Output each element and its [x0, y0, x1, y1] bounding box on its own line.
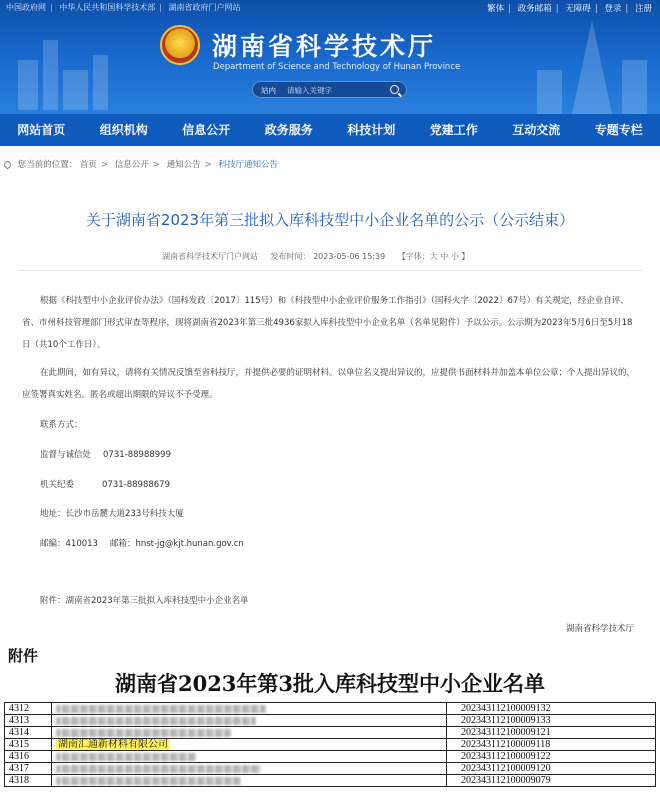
party-label: 机关纪委 — [40, 480, 75, 490]
table-row — [4, 727, 656, 739]
row-number: 4312 — [4, 703, 51, 714]
row-number: 4313 — [4, 715, 51, 726]
row-number: 4314 — [4, 727, 51, 738]
redacted-name — [56, 753, 196, 761]
nav-sci-plans[interactable]: 科技计划 — [347, 123, 396, 137]
contact-party — [40, 478, 170, 490]
row-number: 4318 — [4, 775, 51, 786]
table-row — [4, 739, 656, 751]
row-code: 202343112100009121 — [446, 727, 656, 738]
row-code: 202343112100009120 — [446, 763, 656, 774]
link-traditional[interactable]: 繁体 — [487, 4, 505, 14]
redacted-name — [56, 717, 256, 725]
nav-special-topics[interactable]: 专题专栏 — [594, 123, 643, 137]
site-header — [0, 0, 660, 114]
search-input[interactable]: 请输入关键字 — [287, 86, 332, 95]
row-company-name — [51, 775, 446, 786]
location-pin-icon — [3, 160, 13, 170]
email[interactable]: 邮箱：hnst-jg@kjt.hunan.gov.cn — [109, 539, 244, 549]
link-login[interactable]: 登录 — [604, 4, 622, 14]
breadcrumb-info[interactable]: 信息公开 — [114, 160, 149, 170]
supervision-label: 监督与诚信处 — [40, 450, 92, 460]
contact-address: 地址：长沙市岳麓大道233号科技大厦 — [40, 509, 184, 519]
link-register[interactable]: 注册 — [634, 4, 652, 14]
row-code: 202343112100009132 — [446, 703, 656, 714]
site-subtitle: Department of Science and Technology of Hunan Province — [213, 62, 461, 72]
search-icon[interactable] — [390, 85, 399, 94]
article-paragraph-2: 在此期间，如有异议，请将有关情况反馈至省科技厅，并提供必要的证明材料。以单位名义提出异议的，应提供书面材料并加盖本单位公章；个人提出异议的，应签署真实姓名。匿名或超出期限的异议不予受理。 — [22, 368, 636, 400]
article-source: 湖南省科学技术厅门户网站 — [162, 252, 258, 261]
main-nav — [0, 114, 660, 146]
divider — [18, 270, 642, 271]
article-meta — [162, 251, 479, 262]
redacted-name — [56, 777, 241, 785]
row-company-name — [51, 763, 446, 774]
redacted-name — [56, 765, 261, 773]
party-phone: 0731-88988679 — [102, 480, 170, 490]
building-silhouette-left — [8, 20, 118, 110]
row-company-name — [51, 739, 446, 750]
link-accessibility[interactable]: 无障碍 — [565, 4, 591, 14]
row-code: 202343112100009122 — [446, 751, 656, 762]
top-link-gov[interactable]: 中国政府网 — [6, 3, 46, 12]
nav-home[interactable]: 网站首页 — [17, 123, 66, 137]
breadcrumb-label: 您当前的位置： — [17, 160, 78, 170]
attachment-label: 附件 — [8, 647, 39, 665]
row-number: 4315 — [4, 739, 51, 750]
building-silhouette-right — [532, 20, 652, 114]
article-date-label: 发布时间： — [270, 252, 311, 261]
nav-gov-services[interactable]: 政务服务 — [264, 123, 313, 137]
row-company-name — [51, 727, 446, 738]
breadcrumb-current[interactable]: 科技厅通知公告 — [218, 160, 278, 170]
utility-links: 繁体 | 政务邮箱 | 无障碍 | 登录 | 注册 — [487, 4, 652, 14]
nav-organization[interactable]: 组织机构 — [99, 123, 148, 137]
font-size-toggle[interactable]: 【字体：大 中 小 】 — [397, 252, 470, 261]
signoff: 湖南省科学技术厅 — [565, 624, 634, 634]
breadcrumb-notices[interactable]: 通知公告 — [166, 160, 201, 170]
top-link-most[interactable]: 中华人民共和国科学技术部 — [59, 3, 156, 12]
contact-post-email — [40, 537, 244, 549]
attachment-link[interactable]: 附件：湖南省2023年第三批拟入库科技型中小企业名单 — [40, 596, 249, 606]
table-row — [4, 763, 656, 775]
postcode: 邮编：410013 — [40, 539, 98, 549]
article-paragraph-1: 根据《科技型中小企业评价办法》（国科发政〔2017〕115号）和《科技型中小企业评价服务工作指引》（国科火字〔2022〕67号）有关规定，经企业自评、省、市州科技管理部门形式审查等程序，现将湖南省2023年第三批4936家拟入库科技型中小企业名单（名单见附件）予以公示。公示期为2023年5月6日至5月18日（共10个工作日）。 — [22, 296, 633, 350]
row-company-name — [51, 715, 446, 726]
breadcrumb: 您当前的位置： 首页 > 信息公开 > 通知公告 > 科技厅通知公告 — [4, 158, 278, 170]
search-scope[interactable]: 站内 — [261, 86, 276, 95]
national-emblem-icon: ★ — [160, 25, 200, 65]
table-row — [4, 751, 656, 763]
row-code: 202343112100009079 — [446, 775, 656, 786]
row-code: 202343112100009118 — [446, 739, 656, 750]
row-company-name — [51, 703, 446, 714]
supervision-phone: 0731-88988999 — [103, 450, 171, 460]
site-title[interactable]: 湖南省科学技术厅 — [212, 32, 437, 61]
list-title: 湖南省2023年第3批入库科技型中小企业名单 — [114, 671, 546, 696]
search-bar[interactable] — [252, 81, 407, 98]
table-row — [4, 715, 656, 727]
article-title: 关于湖南省2023年第三批拟入库科技型中小企业名单的公示（公示结束） — [85, 211, 575, 229]
top-links: 中国政府网 | 中华人民共和国科学技术部 | 湖南省政府门户网站 — [6, 3, 241, 12]
article-date: 2023-05-06 15:39 — [313, 252, 386, 261]
row-number: 4316 — [4, 751, 51, 762]
row-company-name — [51, 751, 446, 762]
link-mail[interactable]: 政务邮箱 — [517, 4, 552, 14]
nav-interaction[interactable]: 互动交流 — [512, 123, 561, 137]
contact-supervision — [40, 448, 171, 460]
company-name-text: 湖南汇通新材料有限公司 — [58, 739, 168, 750]
table-row — [4, 775, 656, 787]
nav-party-work[interactable]: 党建工作 — [429, 123, 478, 137]
top-link-hunan[interactable]: 湖南省政府门户网站 — [168, 3, 241, 12]
contact-title: 联系方式： — [40, 420, 83, 430]
nav-info-disclosure[interactable]: 信息公开 — [182, 123, 231, 137]
enterprise-table — [4, 702, 656, 787]
breadcrumb-home[interactable]: 首页 — [79, 160, 97, 170]
row-code: 202343112100009133 — [446, 715, 656, 726]
redacted-name — [56, 729, 231, 737]
row-number: 4317 — [4, 763, 51, 774]
table-row — [4, 703, 656, 715]
redacted-name — [56, 705, 266, 713]
